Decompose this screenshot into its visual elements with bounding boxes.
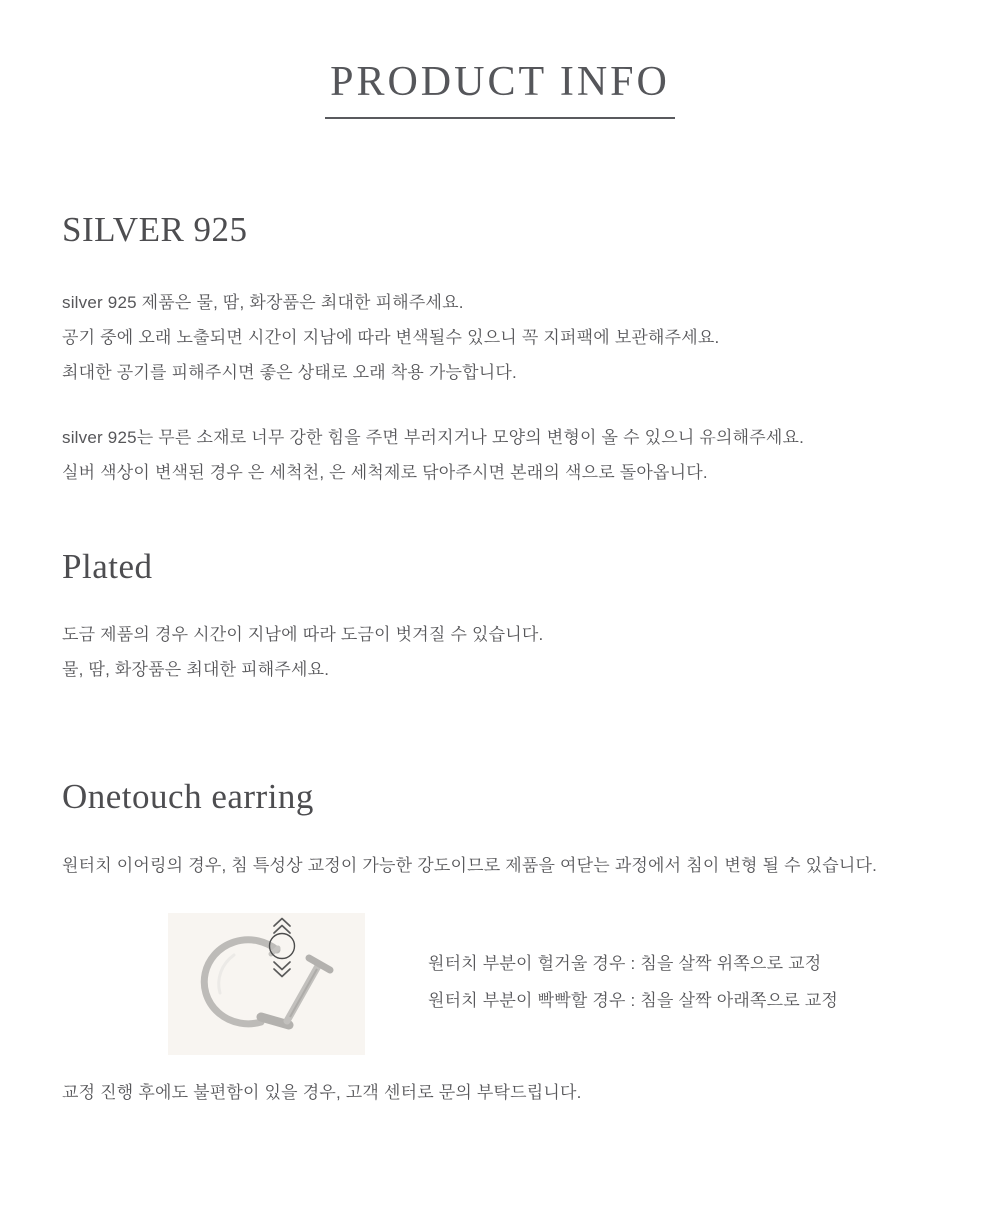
page-title: PRODUCT INFO xyxy=(325,56,675,119)
onetouch-earring-diagram-svg xyxy=(168,913,365,1055)
adjustment-loose-line: 원터치 부분이 헐거울 경우 : 침을 살짝 위쪽으로 교정 xyxy=(428,954,822,973)
onetouch-earring-illustration xyxy=(168,913,365,1055)
double-chevron-down-icon xyxy=(274,962,290,977)
customer-service-line: 교정 진행 후에도 불편함이 있을 경우, 고객 센터로 문의 부탁드립니다. xyxy=(62,1083,582,1102)
section-heading-plated: Plated xyxy=(62,547,153,586)
silver-care-line: silver 925 제품은 물, 땀, 화장품은 최대한 피해주세요. xyxy=(62,293,464,312)
customer-service-note xyxy=(62,1075,582,1110)
earring-hoop xyxy=(204,940,277,1024)
silver-care-line: 최대한 공기를 피해주시면 좋은 상태로 오래 착용 가능합니다. xyxy=(62,363,517,382)
section-heading-onetouch-earring: Onetouch earring xyxy=(62,777,314,816)
onetouch-adjustment-guide xyxy=(428,945,838,1019)
double-chevron-up-icon xyxy=(274,919,290,934)
silver-care-paragraph-1 xyxy=(62,285,719,390)
plated-care-line: 도금 제품의 경우 시간이 지남에 따라 도금이 벗겨질 수 있습니다. xyxy=(62,625,544,644)
page-title-container xyxy=(0,56,1000,119)
silver-care-line: 실버 색상이 변색된 경우 은 세척천, 은 세척제로 닦아주시면 본래의 색으로 돌아옵니다. xyxy=(62,463,708,482)
silver-care-paragraph-2 xyxy=(62,420,804,490)
plated-care-paragraph xyxy=(62,617,543,687)
earring-hoop-highlight xyxy=(219,955,234,993)
section-heading-silver-925: SILVER 925 xyxy=(62,210,248,249)
plated-care-line: 물, 땀, 화장품은 최대한 피해주세요. xyxy=(62,660,330,679)
onetouch-intro-paragraph xyxy=(62,848,877,883)
silver-care-line: silver 925는 무른 소재로 너무 강한 힘을 주면 부러지거나 모양의 변형이 올 수 있으니 유의해주세요. xyxy=(62,428,805,447)
silver-care-line: 공기 중에 오래 노출되면 시간이 지남에 따라 변색될수 있으니 꼭 지퍼팩에 보관해주세요. xyxy=(62,328,720,347)
earring-pin-shade xyxy=(290,969,317,1017)
adjustment-tight-line: 원터치 부분이 빡빡할 경우 : 침을 살짝 아래쪽으로 교정 xyxy=(428,991,838,1010)
onetouch-intro-line: 원터치 이어링의 경우, 침 특성상 교정이 가능한 강도이므로 제품을 여닫는 과정에서 침이 변형 될 수 있습니다. xyxy=(62,856,878,875)
